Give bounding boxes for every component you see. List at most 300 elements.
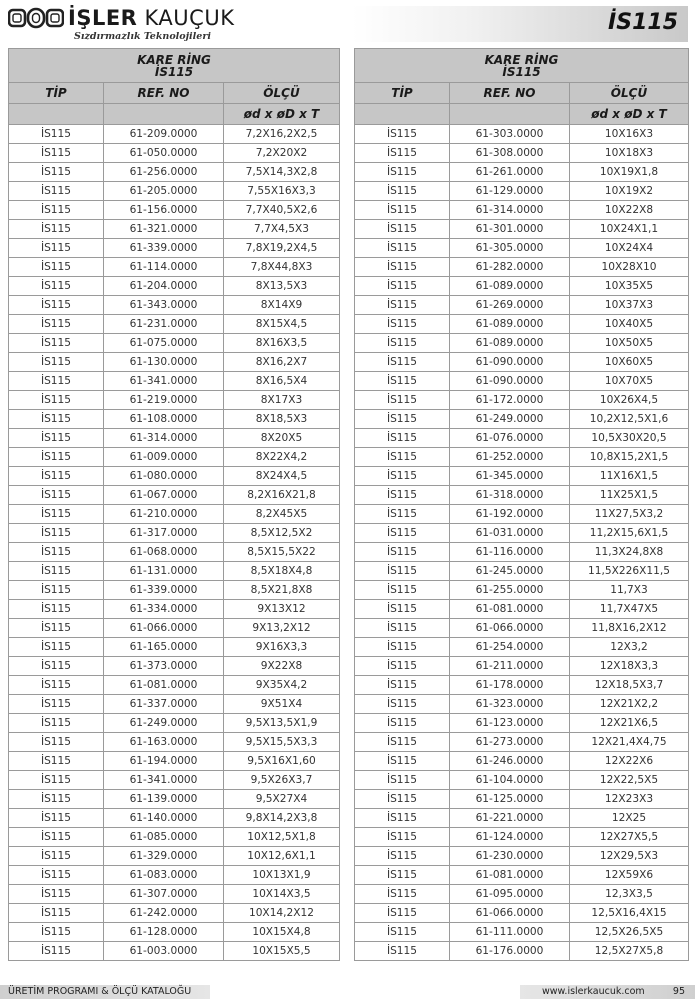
cell-tip: İS115 (9, 904, 104, 923)
table-row (9, 657, 340, 676)
table-title (355, 49, 689, 83)
cell-size: 9,5X26X3,7 (224, 771, 340, 790)
cell-ref-no: 61-339.0000 (104, 239, 224, 258)
cell-size: 11,3X24,8X8 (570, 543, 689, 562)
cell-tip: İS115 (9, 258, 104, 277)
table-row (355, 429, 689, 448)
cell-ref-no: 61-123.0000 (450, 714, 570, 733)
cell-size: 11,5X226X11,5 (570, 562, 689, 581)
cell-tip: İS115 (355, 790, 450, 809)
table-row (355, 144, 689, 163)
cell-ref-no: 61-221.0000 (450, 809, 570, 828)
table-row (9, 562, 340, 581)
cell-tip: İS115 (9, 695, 104, 714)
cell-ref-no: 61-178.0000 (450, 676, 570, 695)
cell-size: 8X16,5X4 (224, 372, 340, 391)
table-row (355, 315, 689, 334)
cell-size: 8,2X45X5 (224, 505, 340, 524)
cell-tip: İS115 (9, 315, 104, 334)
cell-tip: İS115 (9, 125, 104, 144)
table-row (9, 239, 340, 258)
table-row (9, 904, 340, 923)
table-row (355, 657, 689, 676)
table-row (355, 163, 689, 182)
table-row (355, 923, 689, 942)
logo-icon (8, 7, 64, 29)
cell-tip: İS115 (355, 220, 450, 239)
cell-ref-no: 61-156.0000 (104, 201, 224, 220)
cell-tip: İS115 (355, 296, 450, 315)
cell-tip: İS115 (9, 334, 104, 353)
dim-header-blank (104, 104, 224, 125)
cell-tip: İS115 (9, 847, 104, 866)
table-row (9, 353, 340, 372)
table-row (355, 467, 689, 486)
cell-tip: İS115 (9, 657, 104, 676)
cell-size: 11X25X1,5 (570, 486, 689, 505)
cell-size: 12X27X5,5 (570, 828, 689, 847)
cell-size: 9,5X15,5X3,3 (224, 733, 340, 752)
cell-ref-no: 61-303.0000 (450, 125, 570, 144)
column-header-ref: REF. NO (104, 83, 224, 104)
table-row (355, 619, 689, 638)
table-row (355, 866, 689, 885)
table-row (9, 676, 340, 695)
cell-size: 9,5X16X1,60 (224, 752, 340, 771)
cell-tip: İS115 (355, 239, 450, 258)
cell-tip: İS115 (355, 144, 450, 163)
cell-size: 12X21X6,5 (570, 714, 689, 733)
table-row (9, 182, 340, 201)
cell-size: 12X23X3 (570, 790, 689, 809)
cell-ref-no: 61-095.0000 (450, 885, 570, 904)
cell-ref-no: 61-273.0000 (450, 733, 570, 752)
cell-ref-no: 61-163.0000 (104, 733, 224, 752)
table-row (9, 809, 340, 828)
cell-size: 10X70X5 (570, 372, 689, 391)
cell-tip: İS115 (9, 524, 104, 543)
cell-tip: İS115 (9, 239, 104, 258)
cell-ref-no: 61-090.0000 (450, 372, 570, 391)
table-title-line2: İS115 (502, 64, 541, 79)
cell-ref-no: 61-083.0000 (104, 866, 224, 885)
cell-ref-no: 61-129.0000 (450, 182, 570, 201)
cell-tip: İS115 (355, 676, 450, 695)
cell-ref-no: 61-165.0000 (104, 638, 224, 657)
cell-ref-no: 61-343.0000 (104, 296, 224, 315)
cell-ref-no: 61-194.0000 (104, 752, 224, 771)
brand-name-rest: KAUÇUK (137, 6, 235, 30)
table-row (355, 372, 689, 391)
cell-ref-no: 61-323.0000 (450, 695, 570, 714)
cell-size: 8X20X5 (224, 429, 340, 448)
cell-size: 7,2X16,2X2,5 (224, 125, 340, 144)
cell-ref-no: 61-210.0000 (104, 505, 224, 524)
table-row (355, 562, 689, 581)
cell-ref-no: 61-269.0000 (450, 296, 570, 315)
cell-tip: İS115 (9, 885, 104, 904)
cell-tip: İS115 (355, 923, 450, 942)
cell-ref-no: 61-176.0000 (450, 942, 570, 961)
cell-size: 12X25 (570, 809, 689, 828)
cell-tip: İS115 (355, 619, 450, 638)
cell-size: 12X18,5X3,7 (570, 676, 689, 695)
table-body (9, 125, 340, 961)
cell-size: 7,8X19,2X4,5 (224, 239, 340, 258)
cell-size: 8,5X15,5X22 (224, 543, 340, 562)
table-row (355, 410, 689, 429)
cell-tip: İS115 (9, 714, 104, 733)
cell-ref-no: 61-172.0000 (450, 391, 570, 410)
table-row (9, 258, 340, 277)
cell-tip: İS115 (9, 448, 104, 467)
page-header (0, 0, 695, 44)
cell-ref-no: 61-242.0000 (104, 904, 224, 923)
cell-ref-no: 61-341.0000 (104, 372, 224, 391)
cell-ref-no: 61-066.0000 (450, 904, 570, 923)
cell-tip: İS115 (355, 809, 450, 828)
brand-name-bold: İŞLER (68, 6, 138, 30)
cell-tip: İS115 (9, 676, 104, 695)
cell-tip: İS115 (9, 562, 104, 581)
cell-tip: İS115 (9, 600, 104, 619)
cell-size: 12X22,5X5 (570, 771, 689, 790)
cell-size: 9X16X3,3 (224, 638, 340, 657)
cell-tip: İS115 (355, 714, 450, 733)
cell-tip: İS115 (355, 828, 450, 847)
cell-ref-no: 61-075.0000 (104, 334, 224, 353)
cell-tip: İS115 (9, 771, 104, 790)
table-row (9, 581, 340, 600)
cell-ref-no: 61-204.0000 (104, 277, 224, 296)
cell-size: 10X26X4,5 (570, 391, 689, 410)
table-row (9, 315, 340, 334)
cell-tip: İS115 (355, 258, 450, 277)
cell-size: 10X37X3 (570, 296, 689, 315)
cell-size: 8,5X21,8X8 (224, 581, 340, 600)
cell-size: 10,8X15,2X1,5 (570, 448, 689, 467)
cell-size: 11,2X15,6X1,5 (570, 524, 689, 543)
cell-ref-no: 61-104.0000 (450, 771, 570, 790)
page-footer (0, 985, 695, 1000)
cell-ref-no: 61-089.0000 (450, 334, 570, 353)
cell-size: 9X13X12 (224, 600, 340, 619)
table-row (9, 467, 340, 486)
table-title (9, 49, 340, 83)
cell-tip: İS115 (9, 296, 104, 315)
table-row (355, 486, 689, 505)
cell-tip: İS115 (355, 695, 450, 714)
cell-ref-no: 61-081.0000 (104, 676, 224, 695)
cell-tip: İS115 (9, 733, 104, 752)
cell-size: 12X3,2 (570, 638, 689, 657)
footer-website-link[interactable]: www.islerkaucuk.com (542, 986, 645, 997)
cell-ref-no: 61-085.0000 (104, 828, 224, 847)
table-row (9, 885, 340, 904)
cell-size: 7,55X16X3,3 (224, 182, 340, 201)
cell-ref-no: 61-108.0000 (104, 410, 224, 429)
cell-tip: İS115 (355, 581, 450, 600)
cell-size: 9X13,2X12 (224, 619, 340, 638)
cell-size: 9X51X4 (224, 695, 340, 714)
cell-ref-no: 61-249.0000 (104, 714, 224, 733)
cell-size: 10X22X8 (570, 201, 689, 220)
cell-tip: İS115 (355, 524, 450, 543)
table-row (9, 410, 340, 429)
cell-tip: İS115 (355, 467, 450, 486)
table-row (9, 524, 340, 543)
cell-ref-no: 61-068.0000 (104, 543, 224, 562)
cell-ref-no: 61-090.0000 (450, 353, 570, 372)
cell-size: 10X14X3,5 (224, 885, 340, 904)
table-row (9, 638, 340, 657)
cell-ref-no: 61-124.0000 (450, 828, 570, 847)
cell-ref-no: 61-261.0000 (450, 163, 570, 182)
cell-tip: İS115 (9, 942, 104, 961)
cell-ref-no: 61-131.0000 (104, 562, 224, 581)
footer-catalog-label: ÜRETİM PROGRAMI & ÖLÇÜ KATALOĞU (8, 986, 192, 997)
table-row (355, 676, 689, 695)
table-row (355, 847, 689, 866)
company-logo (8, 5, 308, 43)
cell-tip: İS115 (9, 372, 104, 391)
cell-size: 9,5X27X4 (224, 790, 340, 809)
cell-tip: İS115 (355, 904, 450, 923)
cell-size: 8X15X4,5 (224, 315, 340, 334)
cell-ref-no: 61-076.0000 (450, 429, 570, 448)
table-row (355, 277, 689, 296)
table-row (9, 866, 340, 885)
cell-ref-no: 61-334.0000 (104, 600, 224, 619)
cell-tip: İS115 (355, 429, 450, 448)
cell-tip: İS115 (9, 220, 104, 239)
cell-size: 8X13,5X3 (224, 277, 340, 296)
table-row (355, 942, 689, 961)
cell-ref-no: 61-282.0000 (450, 258, 570, 277)
cell-tip: İS115 (355, 372, 450, 391)
cell-size: 12,3X3,5 (570, 885, 689, 904)
cell-tip: İS115 (9, 144, 104, 163)
product-code-banner (352, 6, 688, 42)
cell-ref-no: 61-252.0000 (450, 448, 570, 467)
cell-ref-no: 61-254.0000 (450, 638, 570, 657)
cell-tip: İS115 (9, 505, 104, 524)
table-row (9, 619, 340, 638)
cell-ref-no: 61-314.0000 (104, 429, 224, 448)
table-row (9, 733, 340, 752)
cell-tip: İS115 (355, 486, 450, 505)
cell-ref-no: 61-249.0000 (450, 410, 570, 429)
table-row (9, 144, 340, 163)
cell-size: 7,8X44,8X3 (224, 258, 340, 277)
cell-tip: İS115 (9, 828, 104, 847)
cell-tip: İS115 (355, 771, 450, 790)
cell-ref-no: 61-314.0000 (450, 201, 570, 220)
table-row (355, 182, 689, 201)
cell-size: 12X18X3,3 (570, 657, 689, 676)
cell-tip: İS115 (355, 125, 450, 144)
cell-ref-no: 61-139.0000 (104, 790, 224, 809)
cell-size: 10X14,2X12 (224, 904, 340, 923)
cell-size: 12,5X26,5X5 (570, 923, 689, 942)
table-row (355, 201, 689, 220)
table-row (9, 828, 340, 847)
column-header-tip: TİP (9, 83, 104, 104)
cell-tip: İS115 (9, 581, 104, 600)
table-row (355, 600, 689, 619)
cell-size: 10X18X3 (570, 144, 689, 163)
cell-size: 9X35X4,2 (224, 676, 340, 695)
cell-size: 7,5X14,3X2,8 (224, 163, 340, 182)
table-row (355, 220, 689, 239)
cell-tip: İS115 (355, 638, 450, 657)
table-row (9, 448, 340, 467)
table-row (9, 372, 340, 391)
cell-size: 8X16,2X7 (224, 353, 340, 372)
cell-size: 10X35X5 (570, 277, 689, 296)
cell-size: 8X14X9 (224, 296, 340, 315)
cell-ref-no: 61-308.0000 (450, 144, 570, 163)
cell-size: 11,8X16,2X12 (570, 619, 689, 638)
cell-ref-no: 61-130.0000 (104, 353, 224, 372)
table-row (355, 391, 689, 410)
table-row (9, 847, 340, 866)
cell-size: 12X21,4X4,75 (570, 733, 689, 752)
cell-size: 8X18,5X3 (224, 410, 340, 429)
cell-tip: İS115 (9, 410, 104, 429)
table-row (9, 600, 340, 619)
cell-size: 10X24X1,1 (570, 220, 689, 239)
cell-ref-no: 61-128.0000 (104, 923, 224, 942)
column-header-olcu: ÖLÇÜ (570, 83, 689, 104)
table-row (9, 201, 340, 220)
cell-tip: İS115 (9, 638, 104, 657)
cell-size: 8X16X3,5 (224, 334, 340, 353)
cell-ref-no: 61-231.0000 (104, 315, 224, 334)
cell-ref-no: 61-339.0000 (104, 581, 224, 600)
table-row (9, 714, 340, 733)
cell-size: 9X22X8 (224, 657, 340, 676)
cell-size: 8X22X4,2 (224, 448, 340, 467)
cell-ref-no: 61-009.0000 (104, 448, 224, 467)
cell-size: 12X59X6 (570, 866, 689, 885)
dimension-format-label: ød x øD x T (224, 104, 340, 125)
table-title-line2: İS115 (154, 64, 194, 79)
cell-size: 11,7X47X5 (570, 600, 689, 619)
cell-tip: İS115 (9, 752, 104, 771)
table-row (355, 885, 689, 904)
cell-size: 10,2X12,5X1,6 (570, 410, 689, 429)
cell-tip: İS115 (355, 182, 450, 201)
cell-tip: İS115 (9, 809, 104, 828)
cell-ref-no: 61-256.0000 (104, 163, 224, 182)
cell-tip: İS115 (9, 353, 104, 372)
column-header-tip: TİP (355, 83, 450, 104)
cell-ref-no: 61-321.0000 (104, 220, 224, 239)
page-number: 95 (672, 986, 685, 997)
cell-size: 8,5X18X4,8 (224, 562, 340, 581)
table-row (355, 258, 689, 277)
table-row (355, 714, 689, 733)
table-row (355, 809, 689, 828)
dim-header-blank (9, 104, 104, 125)
cell-tip: İS115 (355, 410, 450, 429)
table-title-line1: KARE RİNG (484, 52, 559, 67)
cell-ref-no: 61-114.0000 (104, 258, 224, 277)
cell-tip: İS115 (355, 562, 450, 581)
table-row (9, 695, 340, 714)
cell-ref-no: 61-089.0000 (450, 277, 570, 296)
cell-size: 10X40X5 (570, 315, 689, 334)
cell-tip: İS115 (355, 600, 450, 619)
cell-tip: İS115 (9, 790, 104, 809)
cell-tip: İS115 (9, 486, 104, 505)
product-table-right (354, 48, 689, 961)
cell-ref-no: 61-341.0000 (104, 771, 224, 790)
cell-size: 9,8X14,2X3,8 (224, 809, 340, 828)
cell-tip: İS115 (9, 866, 104, 885)
table-title-line1: KARE RİNG (137, 52, 211, 67)
cell-size: 7,2X20X2 (224, 144, 340, 163)
cell-ref-no: 61-080.0000 (104, 467, 224, 486)
cell-tip: İS115 (355, 391, 450, 410)
cell-ref-no: 61-301.0000 (450, 220, 570, 239)
cell-ref-no: 61-066.0000 (450, 619, 570, 638)
cell-ref-no: 61-307.0000 (104, 885, 224, 904)
cell-size: 10X12,6X1,1 (224, 847, 340, 866)
cell-size: 12X29,5X3 (570, 847, 689, 866)
brand-name (68, 6, 234, 30)
cell-size: 12,5X27X5,8 (570, 942, 689, 961)
table-row (9, 334, 340, 353)
cell-size: 10X15X5,5 (224, 942, 340, 961)
cell-tip: İS115 (355, 201, 450, 220)
cell-ref-no: 61-140.0000 (104, 809, 224, 828)
cell-size: 10X50X5 (570, 334, 689, 353)
cell-size: 7,7X4,5X3 (224, 220, 340, 239)
cell-tip: İS115 (355, 505, 450, 524)
table-row (355, 448, 689, 467)
table-row (9, 790, 340, 809)
cell-ref-no: 61-031.0000 (450, 524, 570, 543)
table-row (355, 790, 689, 809)
cell-tip: İS115 (9, 467, 104, 486)
cell-size: 10X24X4 (570, 239, 689, 258)
column-header-olcu: ÖLÇÜ (224, 83, 340, 104)
cell-size: 7,7X40,5X2,6 (224, 201, 340, 220)
cell-tip: İS115 (355, 885, 450, 904)
cell-size: 12X22X6 (570, 752, 689, 771)
cell-tip: İS115 (355, 353, 450, 372)
cell-tip: İS115 (9, 429, 104, 448)
table-row (9, 296, 340, 315)
cell-ref-no: 61-329.0000 (104, 847, 224, 866)
cell-size: 8X17X3 (224, 391, 340, 410)
cell-ref-no: 61-209.0000 (104, 125, 224, 144)
cell-ref-no: 61-345.0000 (450, 467, 570, 486)
table-row (355, 733, 689, 752)
cell-size: 10X19X2 (570, 182, 689, 201)
cell-tip: İS115 (355, 866, 450, 885)
table-row (355, 828, 689, 847)
cell-size: 11X16X1,5 (570, 467, 689, 486)
cell-ref-no: 61-081.0000 (450, 866, 570, 885)
cell-tip: İS115 (9, 619, 104, 638)
dimension-format-label: ød x øD x T (570, 104, 689, 125)
table-row (355, 904, 689, 923)
footer-catalog-label-box (0, 985, 210, 999)
cell-size: 10,5X30X20,5 (570, 429, 689, 448)
